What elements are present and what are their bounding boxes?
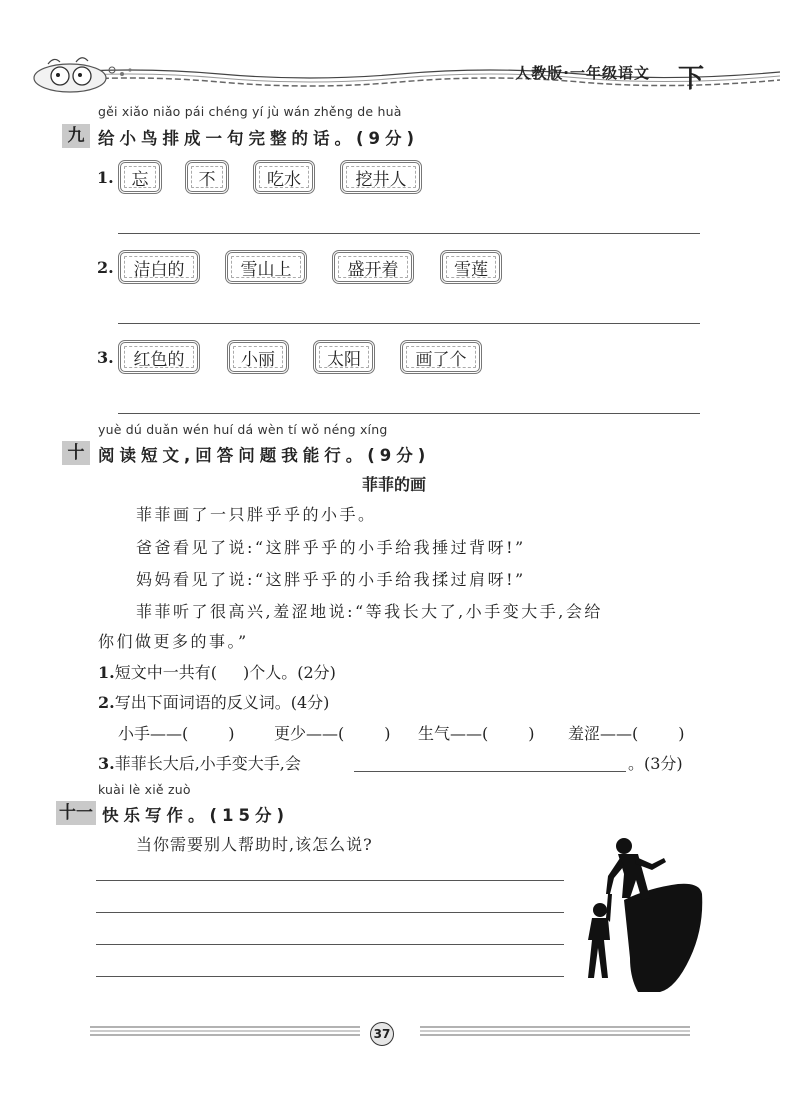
word-card: 小丽 (227, 340, 289, 374)
question-1-number: 1. (98, 663, 115, 682)
word-card: 画了个 (400, 340, 482, 374)
story-paragraph: 你们做更多的事。” (98, 632, 249, 651)
word-card: 挖井人 (340, 160, 422, 194)
section9-title: 给小鸟排成一句完整的话。(9分) (98, 129, 420, 148)
writing-line[interactable] (96, 944, 564, 945)
antonym-pair (118, 721, 235, 744)
word-card: 太阳 (313, 340, 375, 374)
paren-close: ) (228, 724, 235, 743)
question-2-text: 写出下面词语的反义词。(4分) (114, 693, 330, 712)
answer-line (118, 323, 700, 324)
header-edition: 人教版·一年级语文 (515, 64, 650, 82)
section11-pinyin: kuài lè xiě zuò (98, 782, 191, 797)
question-2-number: 2. (98, 693, 115, 712)
section10-pinyin: yuè dú duǎn wén huí dá wèn tí wǒ néng xíng (98, 422, 388, 437)
answer-line (118, 413, 700, 414)
row3-number: 3. (97, 348, 114, 367)
question-1-text: 短文中一共有( (114, 663, 217, 682)
section9-pinyin: gěi xiǎo niǎo pái chéng yí jù wán zhěng de huà (98, 104, 402, 119)
word-card: 红色的 (118, 340, 200, 374)
antonym-pair (274, 721, 391, 744)
paren-close: ) (528, 724, 535, 743)
writing-line[interactable] (96, 976, 564, 977)
question-1-suffix: )个人。(2分) (242, 663, 336, 682)
word-card: 吃水 (253, 160, 315, 194)
story-paragraph: 菲菲听了很高兴,羞涩地说:“等我长大了,小手变大手,会给 (136, 602, 603, 621)
word-card: 洁白的 (118, 250, 200, 284)
story-paragraph: 妈妈看见了说:“这胖乎乎的小手给我揉过肩呀!” (136, 570, 526, 589)
writing-line[interactable] (96, 912, 564, 913)
antonym-pair (568, 721, 685, 744)
helping-hand-silhouette-icon (578, 828, 704, 994)
story-paragraph: 爸爸看见了说:“这胖乎乎的小手给我捶过背呀!” (136, 538, 526, 557)
word-card: 雪莲 (440, 250, 502, 284)
header-volume: 下 (677, 64, 704, 94)
antonym-prompt: 羞涩——( (568, 724, 639, 743)
question-2 (98, 690, 329, 713)
section9-number: 九 (62, 124, 90, 148)
word-card: 盛开着 (332, 250, 414, 284)
question-1 (98, 660, 336, 683)
antonym-prompt: 生气——( (418, 724, 489, 743)
row2-number: 2. (97, 258, 114, 277)
section11-title: 快乐写作。(15分) (102, 806, 290, 825)
paren-close: ) (678, 724, 685, 743)
question-3-number: 3. (98, 754, 115, 773)
row1-number: 1. (97, 168, 114, 187)
cartoon-logo-icon (30, 50, 140, 96)
antonym-prompt: 小手——( (118, 724, 189, 743)
answer-line[interactable] (354, 771, 626, 772)
writing-prompt: 当你需要别人帮助时,该怎么说? (136, 835, 373, 854)
question-3-suffix: 。(3分) (628, 754, 683, 773)
question-3 (98, 751, 301, 774)
page-number: 37 (370, 1022, 394, 1046)
answer-line (118, 233, 700, 234)
word-card: 忘 (118, 160, 162, 194)
antonym-pair (418, 721, 535, 744)
section10-title: 阅读短文,回答问题我能行。(9分) (98, 446, 431, 465)
antonym-prompt: 更少——( (274, 724, 345, 743)
header-decoration (40, 52, 780, 92)
section10-number: 十 (62, 441, 90, 465)
paren-close: ) (384, 724, 391, 743)
story-title: 菲菲的画 (362, 475, 427, 494)
word-card: 不 (185, 160, 229, 194)
word-card: 雪山上 (225, 250, 307, 284)
section11-number: 十一 (56, 801, 96, 825)
story-paragraph: 菲菲画了一只胖乎乎的小手。 (136, 505, 377, 524)
question-3-text: 菲菲长大后,小手变大手,会 (114, 754, 301, 773)
writing-line[interactable] (96, 880, 564, 881)
